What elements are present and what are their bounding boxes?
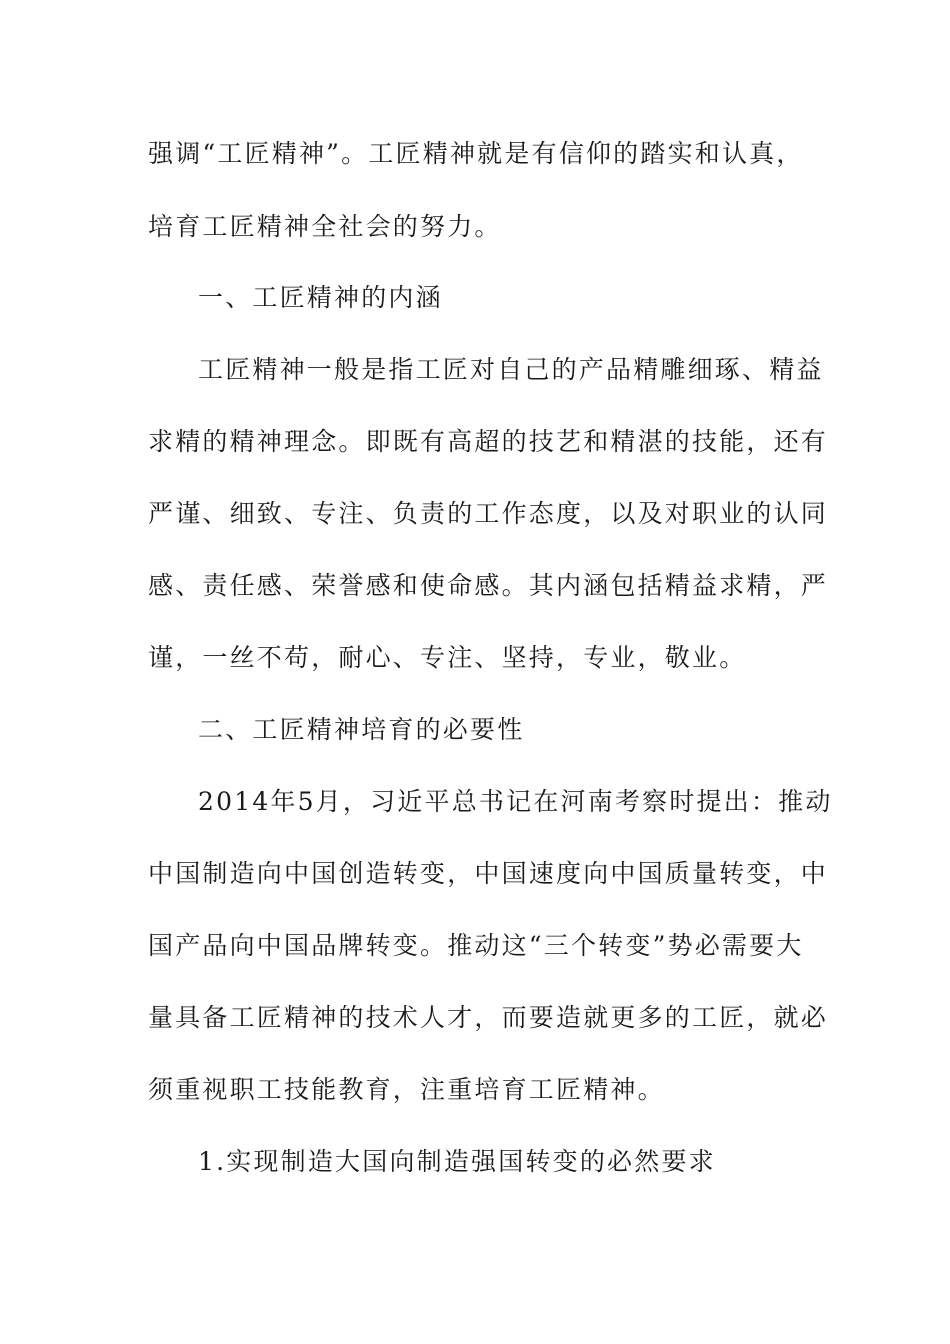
paragraph-line-1: 强调“工匠精神”。工匠精神就是有信仰的踏实和认真， bbox=[148, 139, 804, 168]
paragraph-line-12: 须重视职工技能教育，注重培育工匠精神。 bbox=[148, 1075, 665, 1104]
paragraph-line-2: 培育工匠精神全社会的努力。 bbox=[148, 212, 502, 241]
paragraph-line-7: 谨，一丝不苟，耐心、专注、坚持，专业，敬业。 bbox=[148, 643, 747, 672]
paragraph-line-6: 感、责任感、荣誉感和使命感。其内涵包括精益求精，严 bbox=[148, 571, 829, 600]
paragraph-line-10: 国产品向中国品牌转变。推动这“三个转变”势必需要大 bbox=[148, 931, 804, 960]
paragraph-line-3: 工匠精神一般是指工匠对自己的产品精雕细琢、精益 bbox=[198, 355, 824, 384]
paragraph-line-4: 求精的精神理念。即既有高超的技艺和精湛的技能，还有 bbox=[148, 427, 829, 456]
paragraph-line-5: 严谨、细致、专注、负责的工作态度，以及对职业的认同 bbox=[148, 499, 829, 528]
section-heading-1: 一、工匠精神的内涵 bbox=[198, 283, 443, 312]
paragraph-line-8: 2014年5月，习近平总书记在河南考察时提出：推动 bbox=[198, 787, 833, 816]
subsection-heading-1: 1.实现制造大国向制造强国转变的必然要求 bbox=[198, 1147, 716, 1176]
paragraph-line-11: 量具备工匠精神的技术人才，而要造就更多的工匠，就必 bbox=[148, 1003, 829, 1032]
paragraph-line-9: 中国制造向中国创造转变，中国速度向中国质量转变，中 bbox=[148, 859, 829, 888]
section-heading-2: 二、工匠精神培育的必要性 bbox=[198, 715, 525, 744]
